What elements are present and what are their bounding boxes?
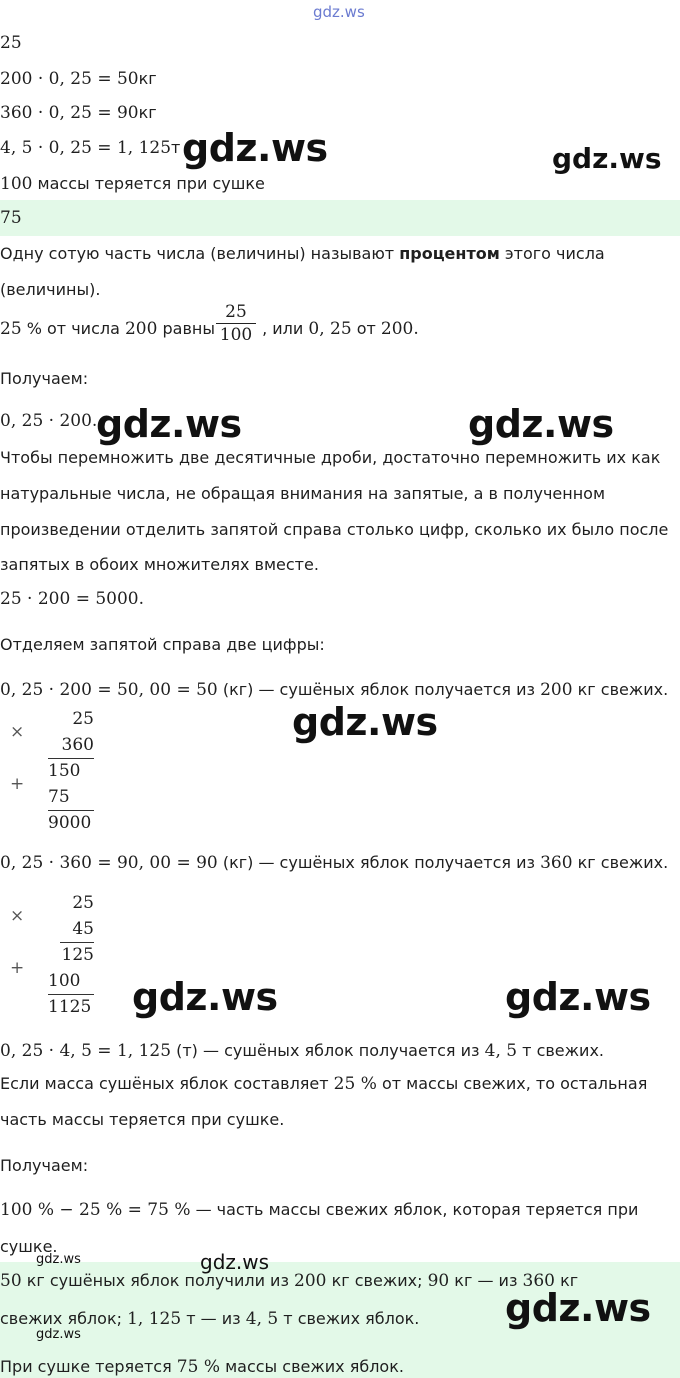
label-line: Получаем: <box>0 1156 89 1175</box>
rule-line: Чтобы перемножить две десятичные дроби, достаточно перемножить их как <box>0 448 661 467</box>
label-line: Получаем: <box>0 369 89 388</box>
column-rule <box>60 942 94 943</box>
definition-line: (величины). <box>0 280 101 299</box>
column-multiplication: 25 360 150 75 9000 <box>48 709 94 833</box>
watermark: gdz.ws <box>96 402 242 446</box>
answer-line: 75 <box>0 208 22 228</box>
expression-line: 0, 25 · 200. <box>0 411 98 431</box>
rule-line: запятых в обоих множителях вместе. <box>0 555 319 574</box>
watermark-small: gdz.ws <box>36 1252 81 1267</box>
text-line: Если масса сушёных яблок составляет 25 % от массы свежих, то остальная <box>0 1074 648 1094</box>
result-line: 0, 25 · 4, 5 = 1, 125 (т) — сушёных яблок получается из 4, 5 т свежих. <box>0 1041 605 1061</box>
answer-highlight-top <box>0 200 680 236</box>
calc-line: 200 · 0, 25 = 50кг <box>0 69 157 89</box>
times-sign: × <box>10 906 25 926</box>
watermark: gdz.ws <box>505 1286 651 1330</box>
rule-line: натуральные числа, не обращая внимания на запятые, а в полученном <box>0 484 606 503</box>
text-line: 100 % − 25 % = 75 % — часть массы свежих яблок, которая теряется при <box>0 1200 639 1220</box>
plus-sign: + <box>10 774 25 794</box>
answer-line: свежих яблок; 1, 125 т — из 4, 5 т свежих яблок. <box>0 1309 420 1329</box>
calc-line: 4, 5 · 0, 25 = 1, 125т <box>0 138 181 158</box>
column-rule <box>48 994 94 995</box>
text-line: Отделяем запятой справа две цифры: <box>0 635 325 654</box>
fraction: 25 100 <box>216 302 256 345</box>
result-line: 0, 25 · 360 = 90, 00 = 90 (кг) — сушёных яблок получается из 360 кг свежих. <box>0 853 669 873</box>
percent-line: 25 % от числа 200 равны , или 0, 25 от 200. <box>0 319 419 339</box>
column-rule <box>48 758 94 759</box>
watermark-small: gdz.ws <box>36 1327 81 1342</box>
plus-sign: + <box>10 958 25 978</box>
answer-line: При сушке теряется 75 % массы свежих яблок. <box>0 1357 404 1377</box>
watermark-top: gdz.ws <box>313 3 365 21</box>
watermark: gdz.ws <box>505 975 651 1019</box>
watermark: gdz.ws <box>200 1250 270 1274</box>
definition-line: Одну сотую часть числа (величины) называют процентом этого числа <box>0 244 605 263</box>
text-line: сушке. <box>0 1237 58 1256</box>
calc-line: 360 · 0, 25 = 90кг <box>0 103 157 123</box>
times-sign: × <box>10 722 25 742</box>
expression-line: 25 · 200 = 5000. <box>0 589 145 609</box>
rule-line: произведении отделить запятой справа столько цифр, сколько их было после <box>0 520 669 539</box>
watermark: gdz.ws <box>292 700 438 744</box>
value-line: 25 <box>0 33 22 53</box>
watermark: gdz.ws <box>468 402 614 446</box>
column-multiplication: 25 45 125 100 1125 <box>48 893 94 1017</box>
watermark: gdz.ws <box>132 975 278 1019</box>
column-rule <box>48 810 94 811</box>
watermark: gdz.ws <box>552 142 662 175</box>
answer-line: 50 кг сушёных яблок получили из 200 кг свежих; 90 кг — из 360 кг <box>0 1271 579 1291</box>
text-line: 100 массы теряется при сушке <box>0 174 265 194</box>
text-line: часть массы теряется при сушке. <box>0 1110 285 1129</box>
result-line: 0, 25 · 200 = 50, 00 = 50 (кг) — сушёных яблок получается из 200 кг свежих. <box>0 680 669 700</box>
watermark: gdz.ws <box>182 126 328 170</box>
